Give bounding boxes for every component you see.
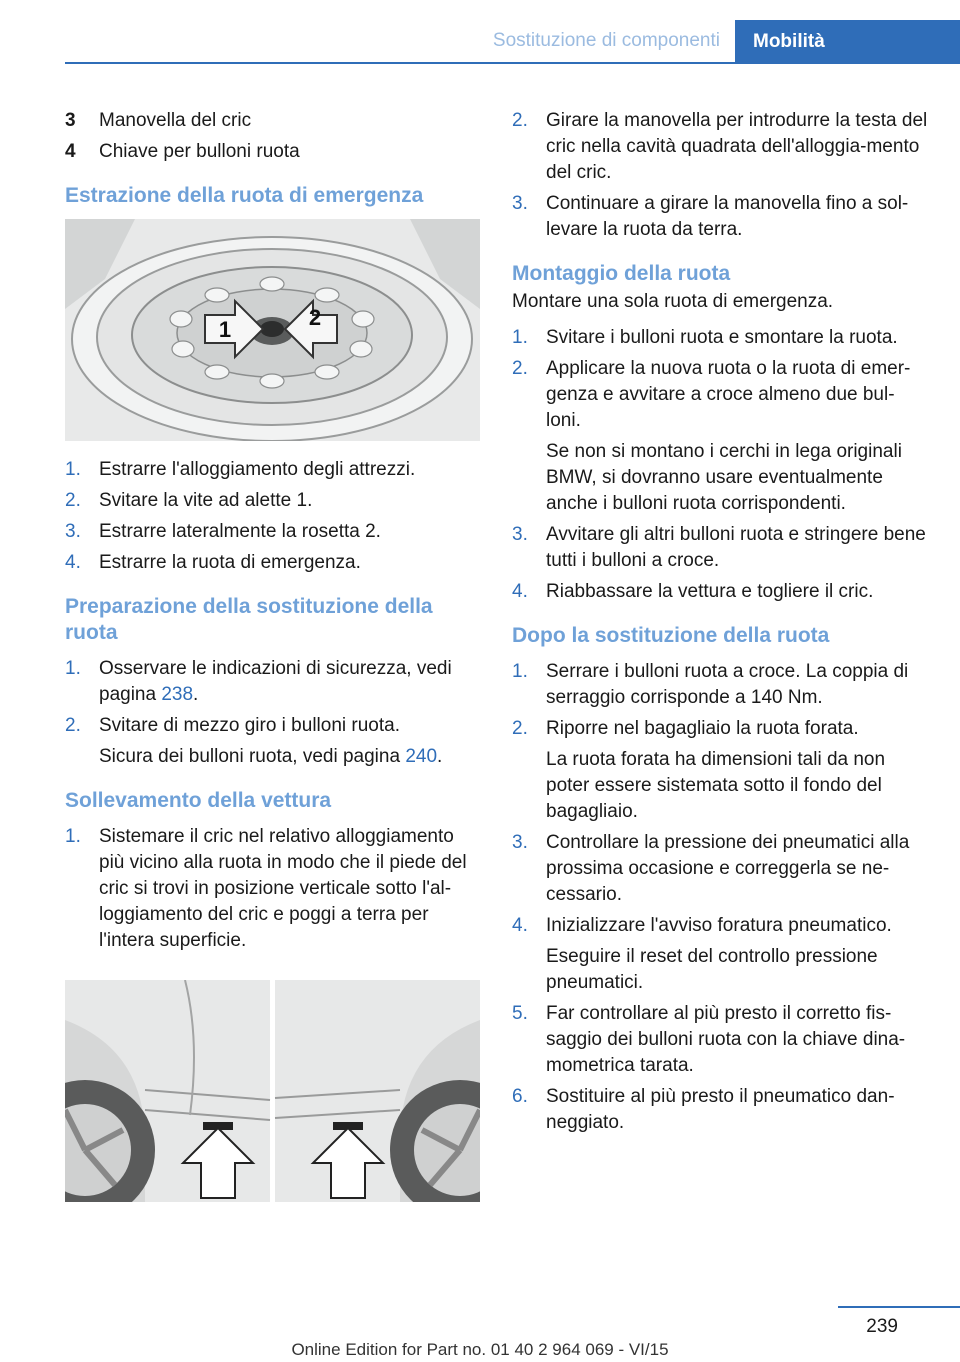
montaggio-lead: Montare una sola ruota di emergenza. <box>512 291 834 312</box>
list-item: 2. Svitare di mezzo giro i bulloni ruota. Sicura dei bulloni ruota, vedi pagina 240. <box>65 715 443 767</box>
list-item: 1. Estrarre l'alloggiamento degli attrezzi. <box>65 459 416 480</box>
list-item: 3. Estrarre lateralmente la rosetta 2. <box>65 521 381 542</box>
list-item: 2. Riporre nel bagagliaio la ruota forata. La ruota forata ha dimensioni tali da non poter essere sistemata sotto il fondo del bagagliaio. <box>512 718 886 822</box>
list-item: 4. Inizializzare l'avviso foratura pneumatico. Eseguire il reset del controllo pressione pneumatici. <box>512 915 892 993</box>
list-item: 3. Continuare a girare la manovella fino a sol-levare la ruota da terra. <box>512 193 909 240</box>
list-item: 5. Far controllare al più presto il corretto fis-saggio dei bulloni ruota con la chiave dina-mometrica tarata. <box>512 1003 906 1076</box>
jack-points-illustration <box>65 980 480 1202</box>
heading-montaggio: Montaggio della ruota <box>512 262 731 285</box>
list-item: 2. Applicare la nuova ruota o la ruota di emer-genza e avvitare a croce almeno due bul-loni. Se non si montano i cerchi in lega originali BMW, si dovranno usare eventualmente anche i bulloni ruota corrispondenti. <box>512 358 911 514</box>
heading-sollevamento: Sollevamento della vettura <box>65 789 332 812</box>
header-chapter-tab[interactable]: Mobilità <box>735 20 960 62</box>
page-header <box>65 0 960 64</box>
list-item: 3. Avvitare gli altri bulloni ruota e stringere bene tutti i bulloni a croce. <box>512 524 926 571</box>
list-item: 4. Estrarre la ruota di emergenza. <box>65 552 361 573</box>
list-item: 1. Serrare i bulloni ruota a croce. La coppia di serraggio corrisponde a 140 Nm. <box>512 661 909 708</box>
list-item: 3 Manovella del cric <box>65 110 252 131</box>
list-item: 3. Controllare la pressione dei pneumatici alla prossima occasione e correggerla se ne-cessario. <box>512 832 910 905</box>
page-number: 239 <box>866 1316 898 1337</box>
list-item: 2. Svitare la vite ad alette 1. <box>65 490 313 511</box>
figure-label-2: 2 <box>308 305 322 330</box>
page-link[interactable]: 240 <box>405 746 438 767</box>
figure-label-1: 1 <box>218 317 232 342</box>
list-item: 6. Sostituire al più presto il pneumatico dan-neggiato. <box>512 1086 895 1133</box>
edition-footer: Online Edition for Part no. 01 40 2 964 069 - VI/15 <box>291 1340 669 1359</box>
list-item: 1. Svitare i bulloni ruota e smontare la ruota. <box>512 327 898 348</box>
list-item: 1. Sistemare il cric nel relativo alloggiamento più vicino alla ruota in modo che il piede del cric si trovi in posizione verticale sotto l'al-loggiamento del cric e poggi a terra per l'intera superficie. <box>65 826 467 951</box>
header-section-title[interactable]: Sostituzione di componenti <box>492 30 720 51</box>
footer-rule <box>838 1306 960 1308</box>
list-item: 4 Chiave per bulloni ruota <box>65 141 300 162</box>
heading-estrazione: Estrazione della ruota di emergenza <box>65 184 424 207</box>
list-item: 4. Riabbassare la vettura e togliere il cric. <box>512 581 874 602</box>
heading-preparazione: Preparazione della sostituzione della ruota <box>65 595 433 644</box>
heading-dopo: Dopo la sostituzione della ruota <box>512 624 830 647</box>
right-column <box>512 108 928 1141</box>
spare-wheel-illustration <box>65 219 480 441</box>
list-item: 1. Osservare le indicazioni di sicurezza, vedi pagina 238. <box>65 658 452 705</box>
page-link[interactable]: 238 <box>161 684 194 705</box>
left-column <box>65 108 481 1202</box>
list-item: 2. Girare la manovella per introdurre la testa del cric nella cavità quadrata dell'alloggia-mento del cric. <box>512 110 928 183</box>
